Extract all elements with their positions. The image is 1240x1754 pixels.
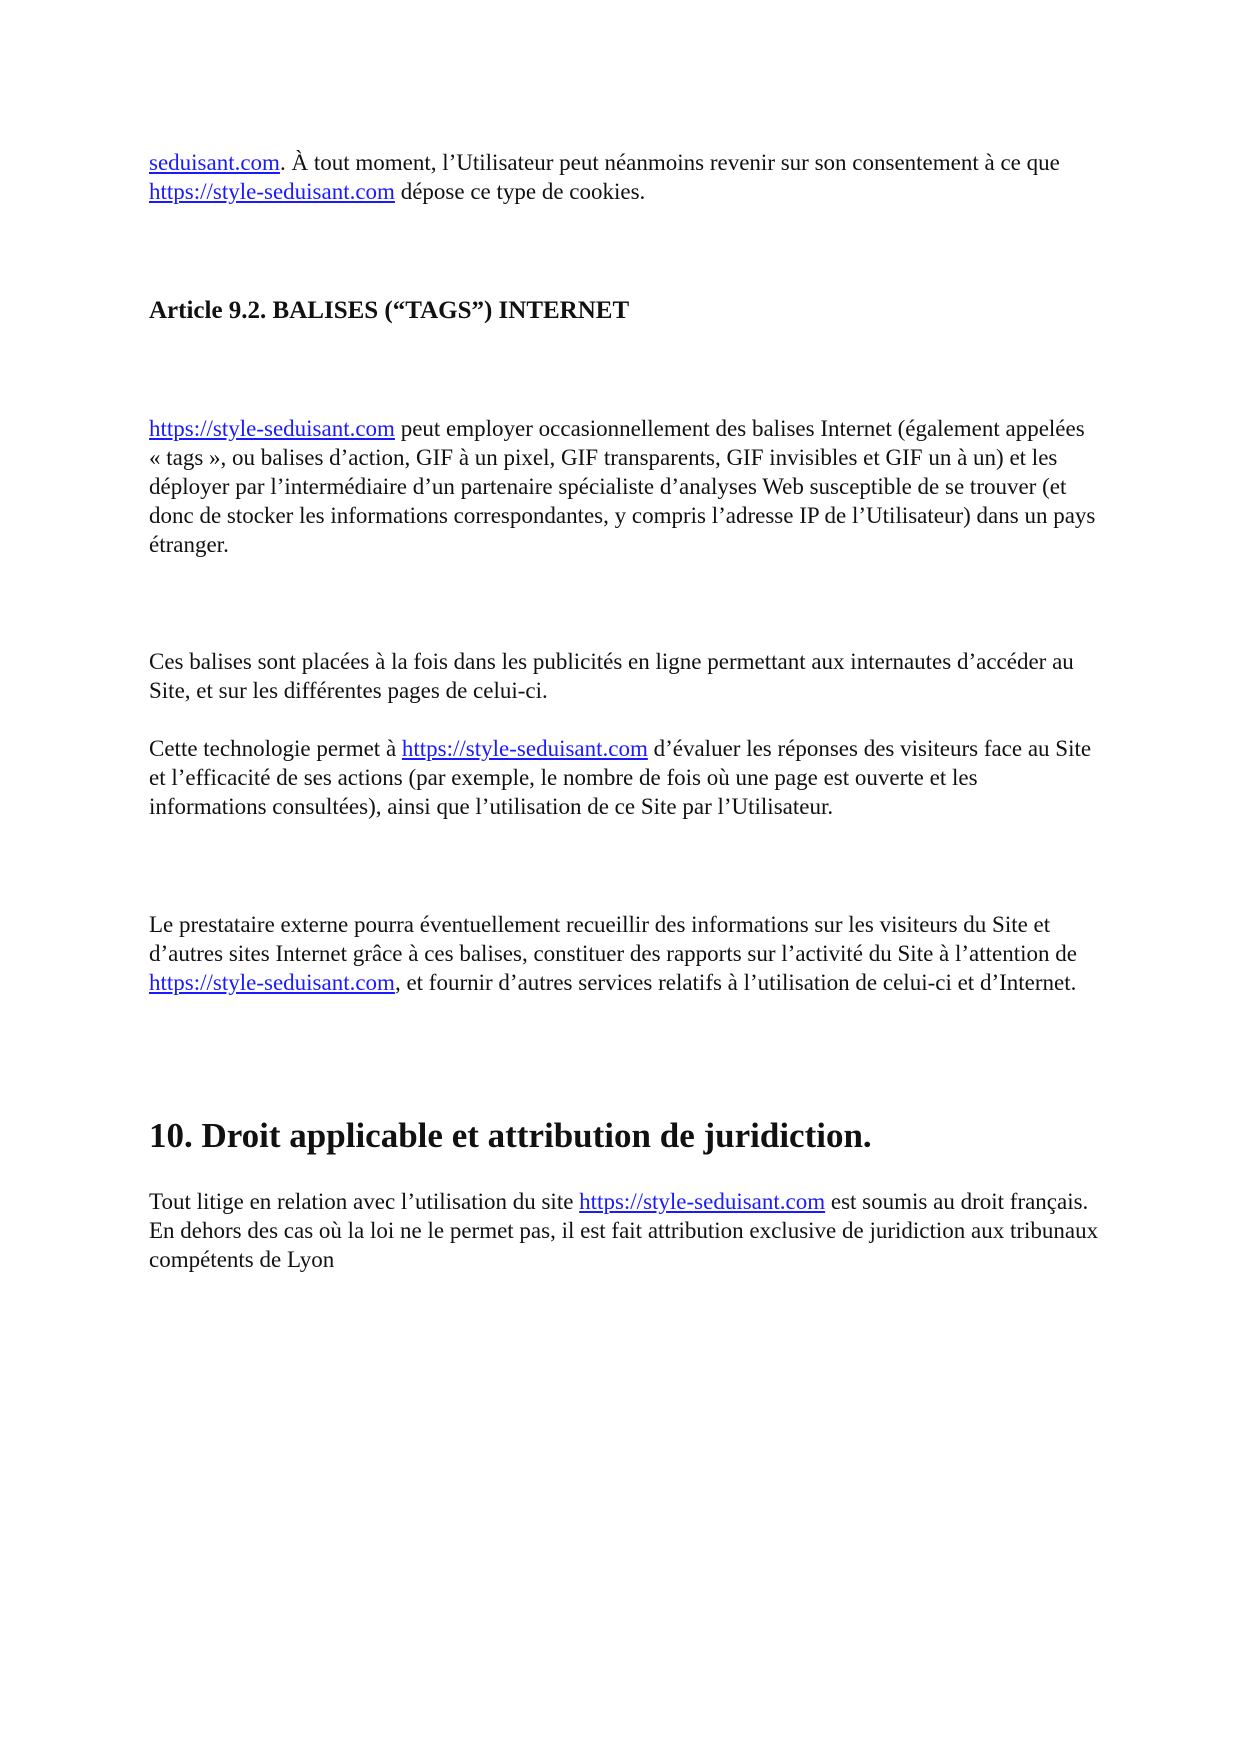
paragraph-text: d’évaluer les réponses des visiteurs face au Site et l’efficacité de ses actions (par exemple, le nombre de fois où une page est ouverte et les informations consultées), ainsi que l’utilisation de ce Site par l’Utilisateur.: [149, 736, 1092, 819]
paragraph-text: , et fournir d’autres services relatifs à l’utilisation de celui-ci et d’Internet.: [394, 970, 1077, 995]
paragraph-text: dépose ce type de cookies.: [394, 179, 646, 204]
paragraph-tags-intro: [149, 414, 1099, 559]
paragraph-text: . À tout moment, l’Utilisateur peut néanmoins revenir sur son consentement à ce que: [279, 150, 1060, 175]
site-link[interactable]: https://style-seduisant.com: [149, 179, 395, 204]
paragraph-external-provider: [149, 910, 1099, 997]
site-link[interactable]: https://style-seduisant.com: [149, 416, 395, 441]
site-link[interactable]: https://style-seduisant.com: [149, 970, 395, 995]
site-link[interactable]: seduisant.com: [149, 150, 280, 175]
article-heading: Article 9.2. BALISES (“TAGS”) INTERNET: [149, 297, 630, 324]
paragraph-text: Cette technologie permet à: [149, 736, 402, 761]
paragraph-text: Ces balises sont placées à la fois dans les publicités en ligne permettant aux internautes d’accéder au Site, et sur les différentes pages de celui-ci.: [149, 649, 1074, 703]
paragraph-cookie-consent: [149, 148, 1099, 206]
paragraph-text: peut employer occasionnellement des balises Internet (également appelées « tags », ou balises d’action, GIF à un pixel, GIF transparents, GIF invisibles et GIF un à un) et les déployer par l’intermédiaire d’un partenaire spécialiste d’analyses Web susceptible de se trouver (et donc de stocker les informations correspondantes, y compris l’adresse IP de l’Utilisateur) dans un pays étranger.: [149, 416, 1096, 557]
section-heading: 10. Droit applicable et attribution de juridiction.: [149, 1116, 872, 1155]
paragraph-tags-technology: [149, 734, 1099, 821]
paragraph-text: Le prestataire externe pourra éventuellement recueillir des informations sur les visiteurs du Site et d’autres sites Internet grâce à ces balises, constituer des rapports sur l’activité du Site à l’attention de: [149, 912, 1077, 966]
site-link[interactable]: https://style-seduisant.com: [579, 1189, 826, 1214]
site-link[interactable]: https://style-seduisant.com: [401, 736, 648, 761]
paragraph-text: Tout litige en relation avec l’utilisation du site: [149, 1189, 580, 1214]
paragraph-applicable-law: [149, 1187, 1099, 1274]
paragraph-tags-placement: [149, 647, 1099, 705]
paragraph-text: est soumis au droit français. En dehors des cas où la loi ne le permet pas, il est fait attribution exclusive de juridiction aux tribunaux compétents de Lyon: [149, 1189, 1099, 1272]
